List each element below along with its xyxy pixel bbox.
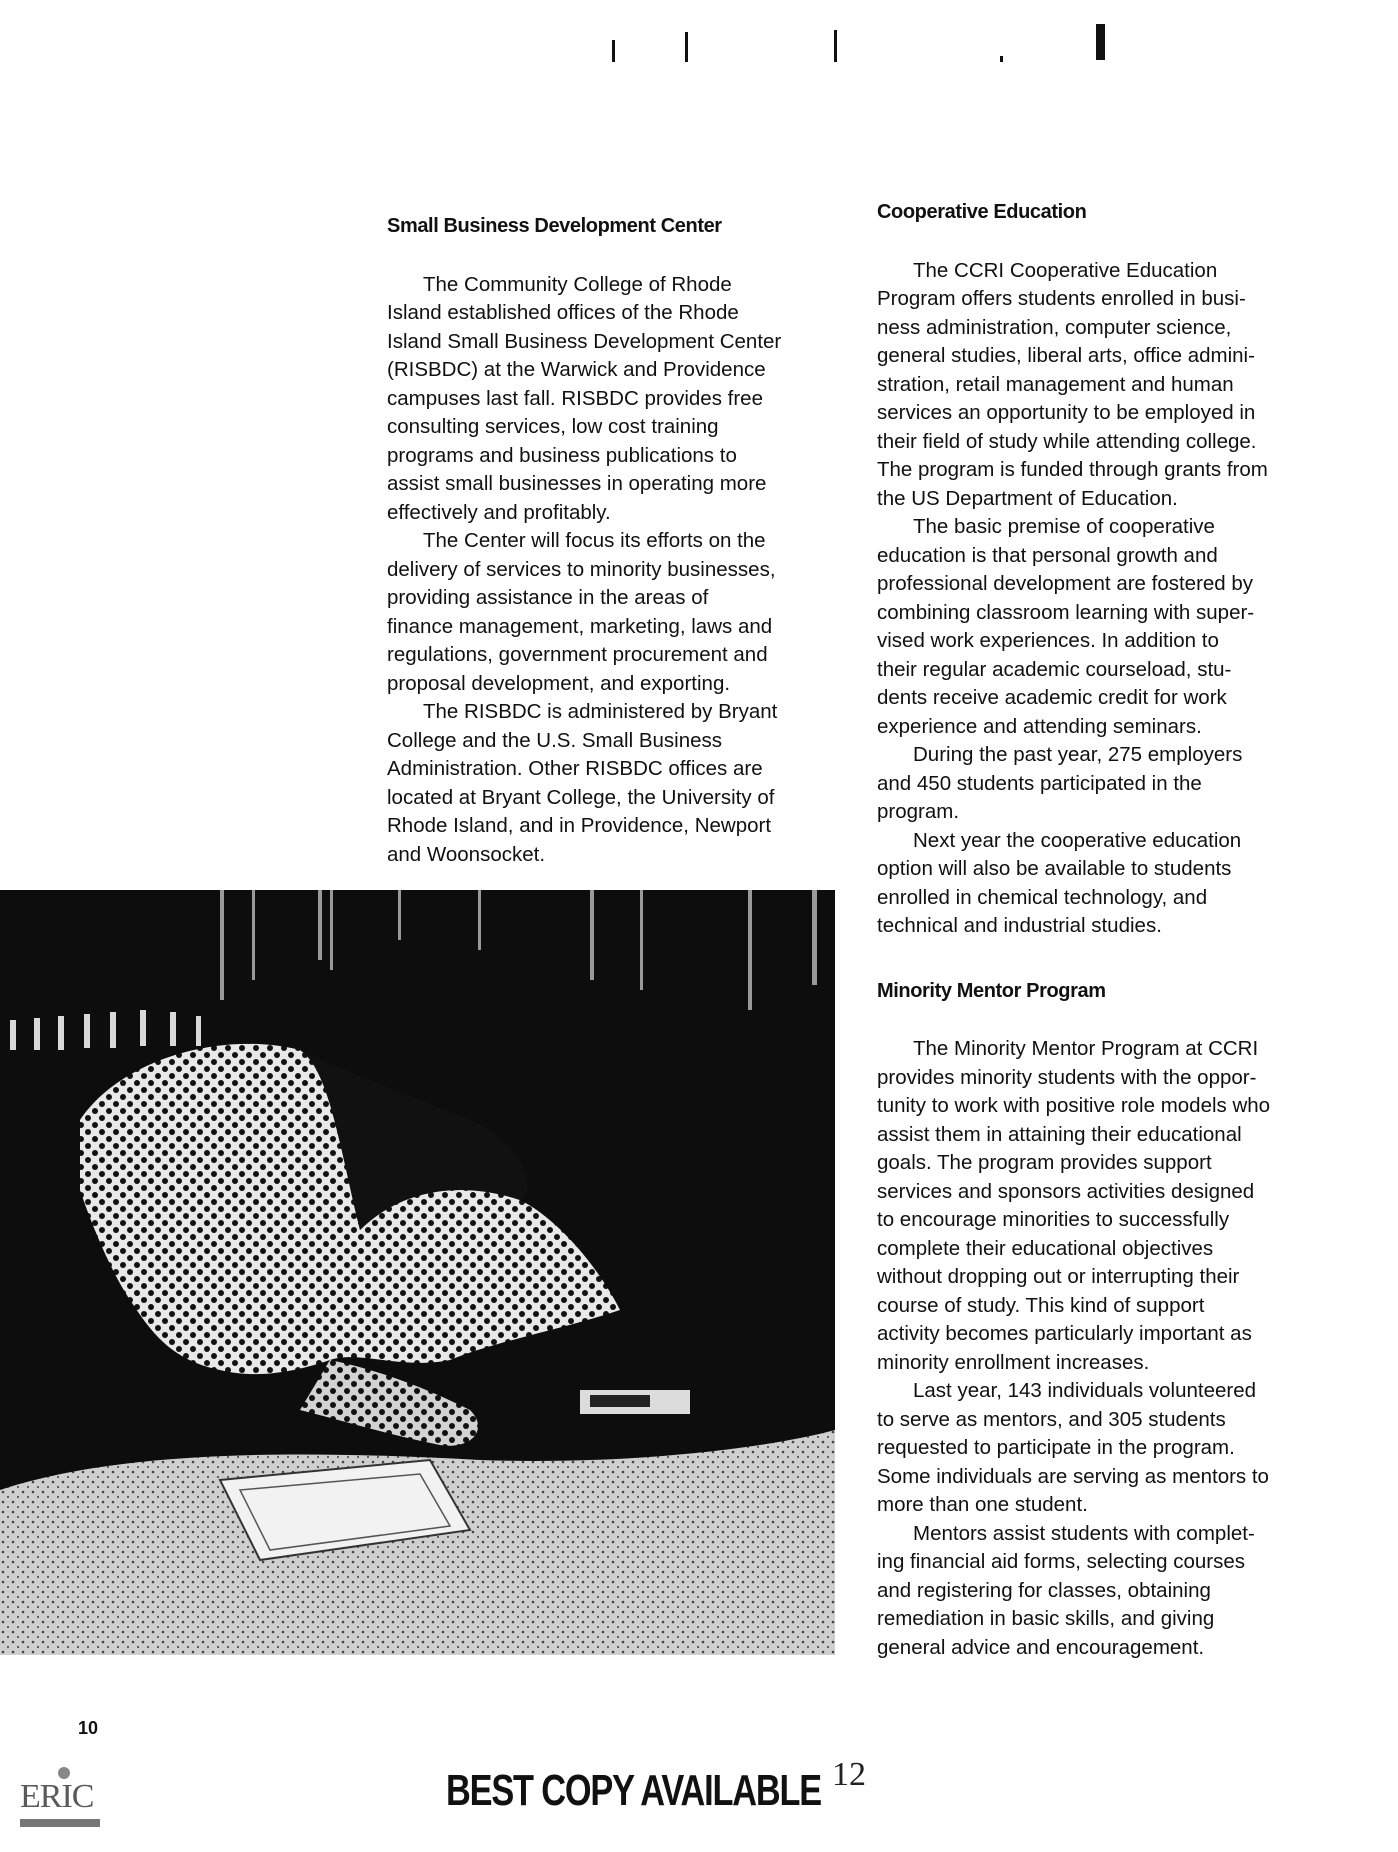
best-copy-stamp: BEST COPY AVAILABLE — [446, 1766, 822, 1815]
scan-mark — [685, 32, 688, 62]
paragraph: Mentors assist students with complet- ing financial aid forms, selecting courses and registering for classes, obtaining remediation in basic skills, and giving general advice and encouragement. — [877, 1521, 1255, 1659]
section-heading: Small Business Development Center — [387, 215, 722, 237]
paragraph: The RISBDC is administered by Bryant College and the U.S. Small Business Administration. Other RISBDC offices are located at Bryant College, the University of Rhode Island, and in Providence, Newport and Woonsocket. — [387, 700, 778, 866]
scan-mark — [612, 40, 615, 62]
paragraph: The Minority Mentor Program at CCRI provides minority students with the oppor- tunity to work with positive role models who assist them in attaining their educational goals. The program provides support services and sponsors activities designed to encourage minorities to successfully complete their educational objectives without dropping out or interrupting their course of study. This kind of support activity becomes particularly important as minority enrollment increases. — [877, 1037, 1271, 1374]
paragraph: The Center will focus its efforts on the delivery of services to minority businesses, providing assistance in the areas of finance management, marketing, laws and regulations, government procurement and proposal development, and exporting. — [387, 529, 776, 695]
paragraph: The CCRI Cooperative Education Program offers students enrolled in busi- ness administration, computer science, general studies, liberal arts, office admini- stration, retail management and human services an opportunity to be employed in their field of study while attending college. The program is funded through grants from the US Department of Education. — [877, 258, 1268, 510]
scan-mark — [1000, 56, 1003, 62]
section-gap — [877, 941, 1337, 977]
paragraph: During the past year, 275 employers and 450 students participated in the program. — [877, 743, 1243, 823]
paragraph: Last year, 143 individuals volunteered to serve as mentors, and 305 students requested to participate in the program. Some individuals are serving as mentors to more than one student. — [877, 1379, 1269, 1516]
sheet-number: 12 — [832, 1756, 866, 1793]
page-number: 10 — [78, 1718, 99, 1738]
right-column — [877, 198, 1337, 1662]
paragraph: The Community College of Rhode Island established offices of the Rhode Island Small Business Development Center (RISBDC) at the Warwick and Providence campuses last fall. RISBDC provides free consulting services, low cost training programs and business publications to assist small businesses in operating more effectively and profitably. — [387, 272, 782, 524]
paragraph: Next year the cooperative education option will also be available to students enrolled in chemical technology, and technical and industrial studies. — [877, 828, 1242, 937]
left-column — [387, 212, 847, 869]
photograph — [0, 890, 835, 1655]
photo-illustration — [0, 890, 835, 1655]
scan-mark — [1096, 24, 1105, 60]
section-heading: Cooperative Education — [877, 201, 1087, 223]
scan-mark — [834, 30, 837, 62]
eric-logo-text: ERIC — [20, 1778, 94, 1815]
section-heading: Minority Mentor Program — [877, 979, 1106, 1002]
paragraph: The basic premise of cooperative education is that personal growth and professional development are fostered by combining classroom learning with super- vised work experiences. In addition to their regular academic courseload, stu- dents receive academic credit for work experience and attending seminars. — [877, 515, 1255, 738]
